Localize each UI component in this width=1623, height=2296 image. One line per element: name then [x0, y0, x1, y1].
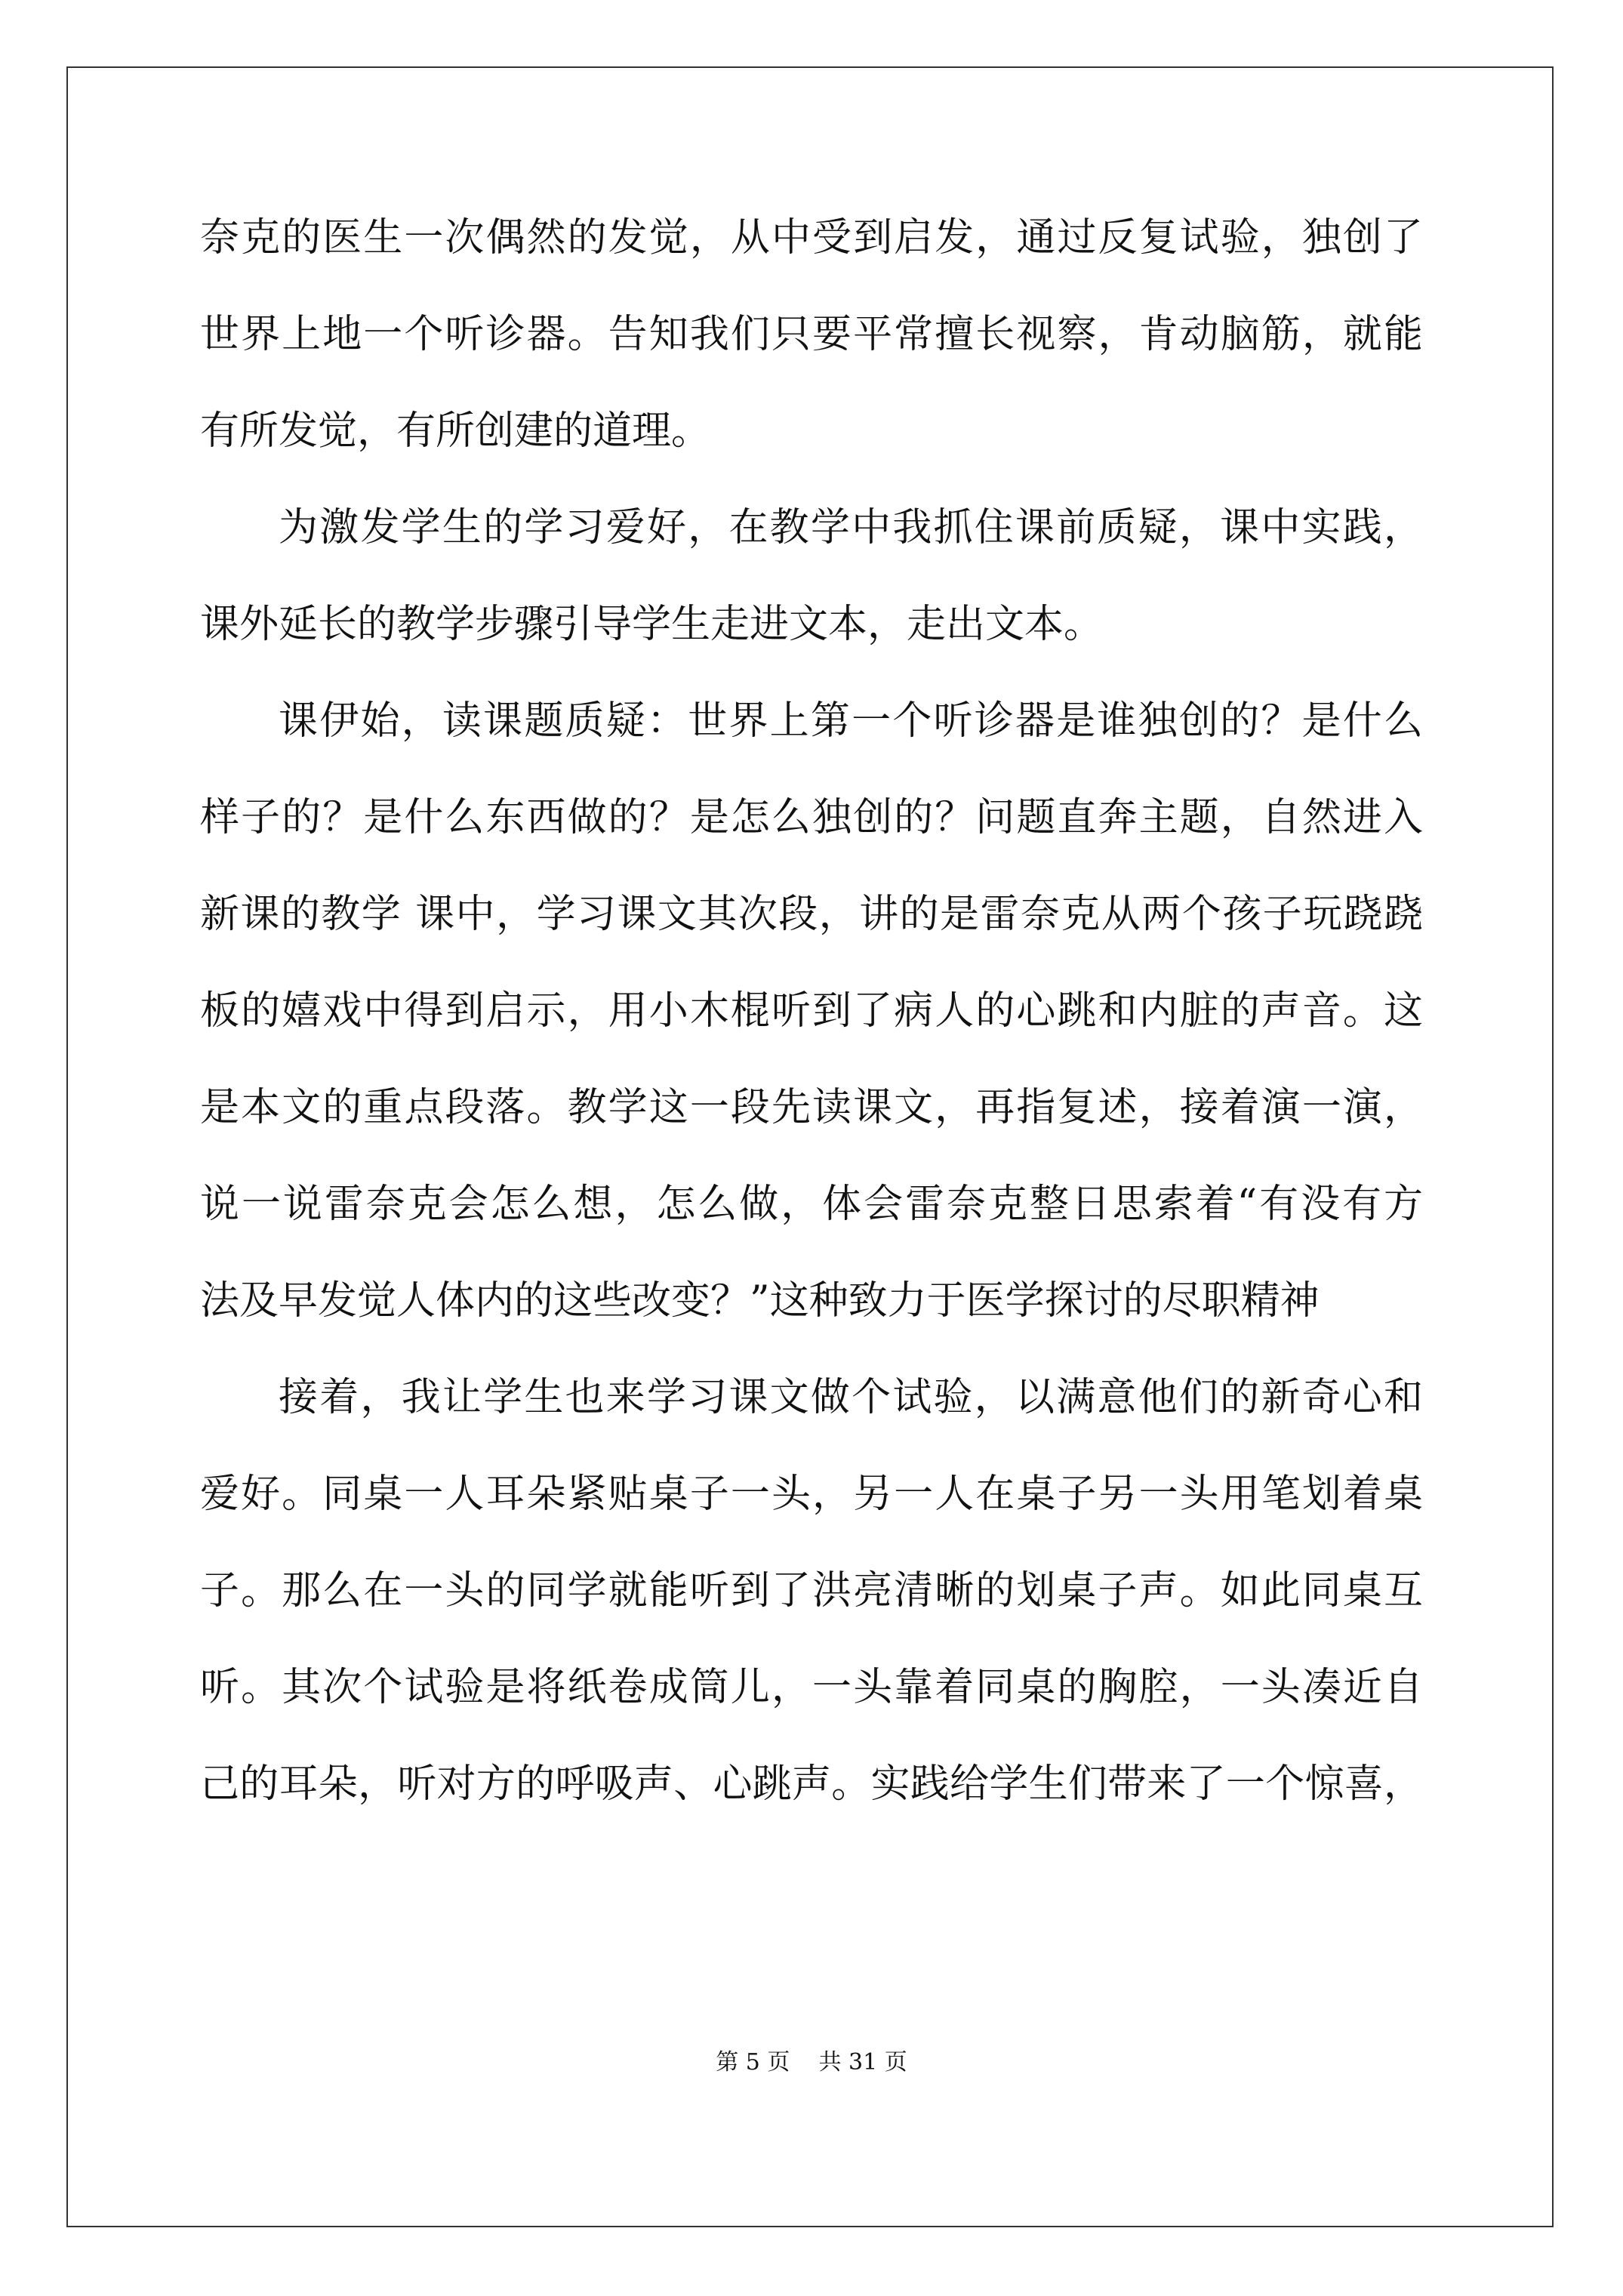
text-line: 课外延长的教学步骤引导学生走进文本，走出文本。 [200, 602, 1104, 647]
paragraph-start-line: 课伊始，读课题质疑：世界上第一个听诊器是谁独创的？是什么 [279, 698, 1423, 744]
text-line: 子。那么在一头的同学就能听到了洪亮清晰的划桌子声。如此同桌互 [200, 1568, 1423, 1613]
text-line: 样子的？是什么东西做的？是怎么独创的？问题直奔主题，自然进入 [200, 795, 1423, 840]
paragraph-start-line: 为激发学生的学习爱好，在教学中我抓住课前质疑，课中实践， [279, 505, 1423, 550]
text-line: 世界上地一个听诊器。告知我们只要平常擅长视察，肯动脑筋，就能 [200, 312, 1423, 357]
text-line: 新课的教学 课中，学习课文其次段，讲的是雷奈克从两个孩子玩跷跷 [200, 892, 1423, 937]
text-line: 是本文的重点段落。教学这一段先读课文，再指复述，接着演一演， [200, 1085, 1423, 1130]
text-line: 听。其次个试验是将纸卷成筒儿，一头靠着同桌的胸腔，一头凑近自 [200, 1665, 1423, 1710]
text-line: 爱好。同桌一人耳朵紧贴桌子一头，另一人在桌子另一头用笔划着桌 [200, 1472, 1423, 1517]
text-line: 法及早发觉人体内的这些改变？”这种致力于医学探讨的尽职精神 [200, 1278, 1320, 1324]
text-line: 说一说雷奈克会怎么想，怎么做，体会雷奈克整日思索着“有没有方 [200, 1182, 1423, 1227]
paragraph-start-line: 接着，我让学生也来学习课文做个试验，以满意他们的新奇心和 [279, 1375, 1423, 1420]
text-line: 板的嬉戏中得到启示，用小木棍听到了病人的心跳和内脏的声音。这 [200, 988, 1423, 1034]
document-body [200, 205, 1423, 1848]
text-line: 奈克的医生一次偶然的发觉，从中受到启发，通过反复试验，独创了 [200, 215, 1423, 260]
page-number-footer: 第 5 页 共 31 页 [716, 2049, 907, 2076]
text-line: 有所发觉，有所创建的道理。 [200, 408, 711, 454]
text-line: 己的耳朵，听对方的呼吸声、心跳声。实践给学生们带来了一个惊喜， [200, 1761, 1423, 1807]
